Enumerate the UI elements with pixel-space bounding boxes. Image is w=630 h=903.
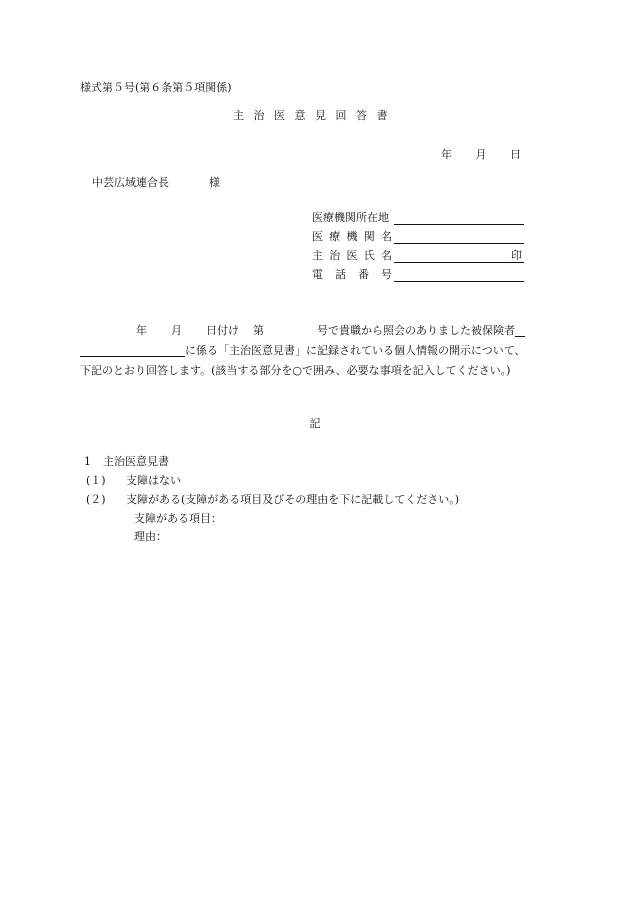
seal-mark: 印 bbox=[511, 249, 522, 262]
body-date-suffix: 日付け bbox=[206, 324, 239, 337]
addressee bbox=[92, 176, 220, 189]
issuer-institution-field[interactable] bbox=[394, 243, 524, 244]
option-no-impediment[interactable] bbox=[86, 474, 181, 487]
insured-name-field[interactable] bbox=[80, 345, 185, 357]
ki-heading: 記 bbox=[309, 417, 321, 430]
issuer-doctor-field[interactable] bbox=[394, 262, 524, 263]
issuer-phone-field[interactable] bbox=[394, 281, 524, 282]
option-2-number: (２) bbox=[86, 493, 106, 506]
body-line-3-text: 下記のとおり回答します。(該当する部分を○で囲み、必要な事項を記入してください。) bbox=[80, 364, 511, 377]
date-line bbox=[441, 148, 521, 161]
body-line-1-text: 号で貴職から照会のありました被保険者 bbox=[317, 324, 515, 337]
option-1-text: 支障はない bbox=[126, 474, 181, 487]
body-no-prefix: 第 bbox=[253, 324, 264, 337]
issuer-doctor-row bbox=[312, 249, 524, 265]
body-month-label: 月 bbox=[171, 324, 182, 337]
body-line-1 bbox=[80, 324, 546, 344]
body-year-label: 年 bbox=[136, 324, 147, 337]
issuer-phone-label: 電話番号 bbox=[312, 268, 392, 281]
date-year-label: 年 bbox=[441, 148, 452, 161]
item-heading-text: 主治医意見書 bbox=[103, 455, 169, 468]
issuer-institution-label: 医療機関名 bbox=[312, 230, 392, 243]
issuer-doctor-label: 主治医氏名 bbox=[312, 249, 392, 262]
body-line-2 bbox=[80, 344, 546, 364]
issuer-address-label: 医療機関所在地 bbox=[312, 211, 389, 224]
impediment-items-label: 支障がある項目： bbox=[134, 512, 222, 525]
addressee-name: 中芸広域連合長 bbox=[92, 176, 169, 189]
option-1-number: (１) bbox=[86, 474, 106, 487]
impediment-reason-label: 理由： bbox=[134, 530, 167, 543]
issuer-phone-row bbox=[312, 268, 524, 284]
body-line-2-text: に係る「主治医意見書」に記録されている個人情報の開示について、 bbox=[185, 344, 526, 357]
option-2-text: 支障がある(支障がある項目及びその理由を下に記載してください。) bbox=[126, 493, 460, 506]
option-impediment[interactable] bbox=[86, 493, 459, 506]
addressee-suffix: 様 bbox=[209, 176, 220, 189]
insured-name-field-start[interactable] bbox=[515, 325, 525, 337]
body-line-3 bbox=[80, 364, 546, 384]
date-month-label: 月 bbox=[475, 148, 487, 161]
document-title: 主治医意見回答書 bbox=[233, 109, 397, 122]
body-paragraph bbox=[80, 324, 546, 384]
form-number: 様式第５号(第６条第５項関係) bbox=[80, 81, 232, 94]
issuer-address-row bbox=[312, 211, 524, 227]
issuer-institution-row bbox=[312, 230, 524, 246]
item-heading bbox=[84, 455, 169, 468]
item-heading-number: 1 bbox=[84, 455, 91, 468]
date-day-label: 日 bbox=[510, 148, 521, 161]
issuer-address-field[interactable] bbox=[394, 224, 524, 225]
